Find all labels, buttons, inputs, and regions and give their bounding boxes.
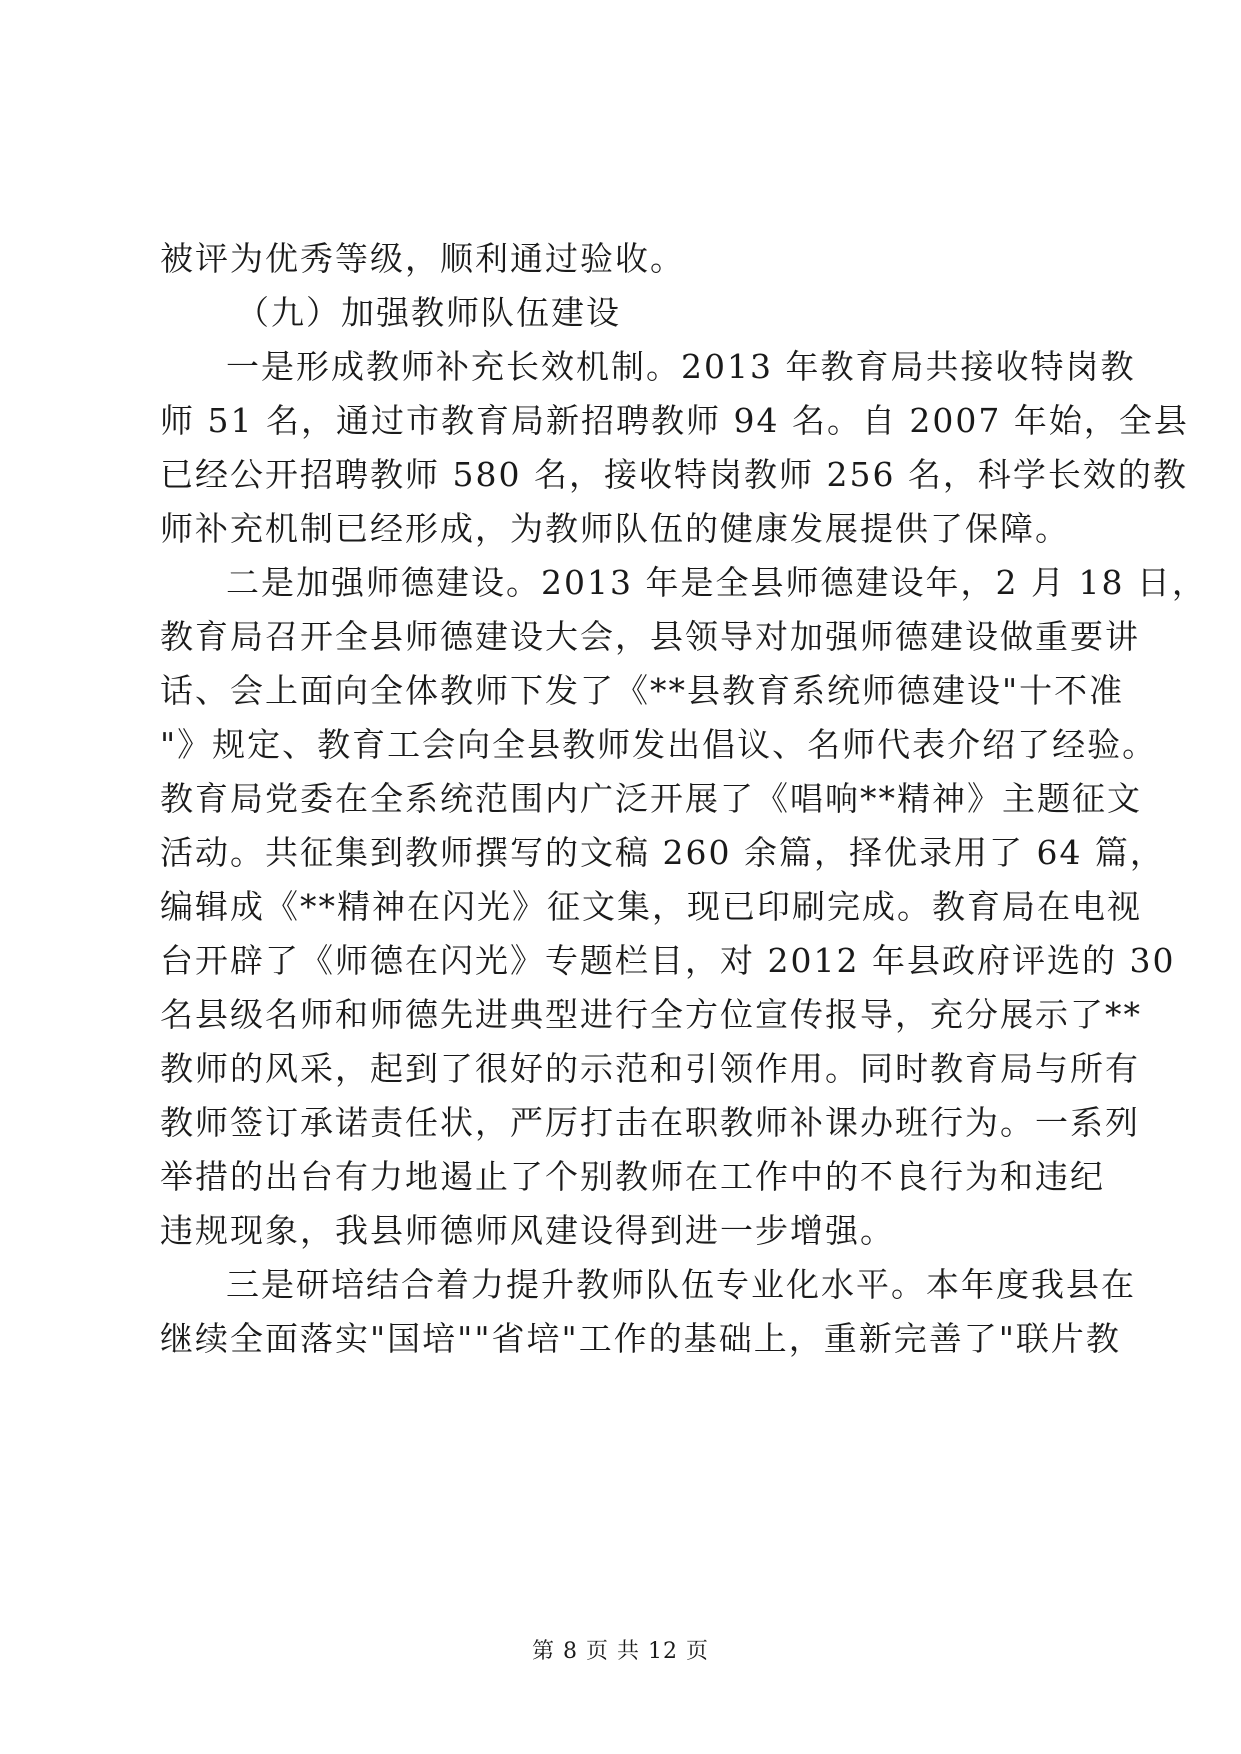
paragraph-line: 继续全面落实"国培""省培"工作的基础上，重新完善了"联片教 bbox=[160, 1319, 1121, 1358]
paragraph-line: 二是加强师德建设。2013 年是全县师德建设年，2 月 18 日， bbox=[226, 563, 1207, 602]
paragraph-line: 话、会上面向全体教师下发了《**县教育系统师德建设"十不准 bbox=[160, 671, 1125, 710]
page-number-footer: 第 8 页 共 12 页 bbox=[532, 1639, 709, 1664]
paragraph-line: 活动。共征集到教师撰写的文稿 260 余篇，择优录用了 64 篇， bbox=[160, 833, 1165, 872]
paragraph-line: 已经公开招聘教师 580 名，接收特岗教师 256 名，科学长效的教 bbox=[160, 455, 1188, 494]
paragraph-line: 教师的风采，起到了很好的示范和引领作用。同时教育局与所有 bbox=[160, 1049, 1140, 1088]
paragraph-line: 编辑成《**精神在闪光》征文集，现已印刷完成。教育局在电视 bbox=[160, 887, 1142, 926]
paragraph-line: 违规现象，我县师德师风建设得到进一步增强。 bbox=[160, 1211, 895, 1250]
paragraph-line: 台开辟了《师德在闪光》专题栏目，对 2012 年县政府评选的 30 bbox=[160, 941, 1176, 980]
paragraph-line: 三是研培结合着力提升教师队伍专业化水平。本年度我县在 bbox=[226, 1265, 1136, 1304]
document-body bbox=[160, 232, 1207, 1366]
paragraph-line: "》规定、教育工会向全县教师发出倡议、名师代表介绍了经验。 bbox=[160, 725, 1158, 764]
paragraph-line: 举措的出台有力地遏止了个别教师在工作中的不良行为和违纪 bbox=[160, 1157, 1105, 1196]
paragraph-line: 一是形成教师补充长效机制。2013 年教育局共接收特岗教 bbox=[226, 347, 1136, 386]
section-heading: （九）加强教师队伍建设 bbox=[236, 293, 621, 332]
paragraph-line: 教师签订承诺责任状，严厉打击在职教师补课办班行为。一系列 bbox=[160, 1103, 1140, 1142]
paragraph-line: 教育局召开全县师德建设大会，县领导对加强师德建设做重要讲 bbox=[160, 617, 1140, 656]
paragraph-line: 名县级名师和师德先进典型进行全方位宣传报导，充分展示了** bbox=[160, 995, 1142, 1034]
paragraph-line: 教育局党委在全系统范围内广泛开展了《唱响**精神》主题征文 bbox=[160, 779, 1142, 818]
paragraph-line: 被评为优秀等级，顺利通过验收。 bbox=[160, 239, 685, 278]
paragraph-line: 师补充机制已经形成，为教师队伍的健康发展提供了保障。 bbox=[160, 509, 1070, 548]
paragraph-line: 师 51 名，通过市教育局新招聘教师 94 名。自 2007 年始，全县 bbox=[160, 401, 1189, 440]
